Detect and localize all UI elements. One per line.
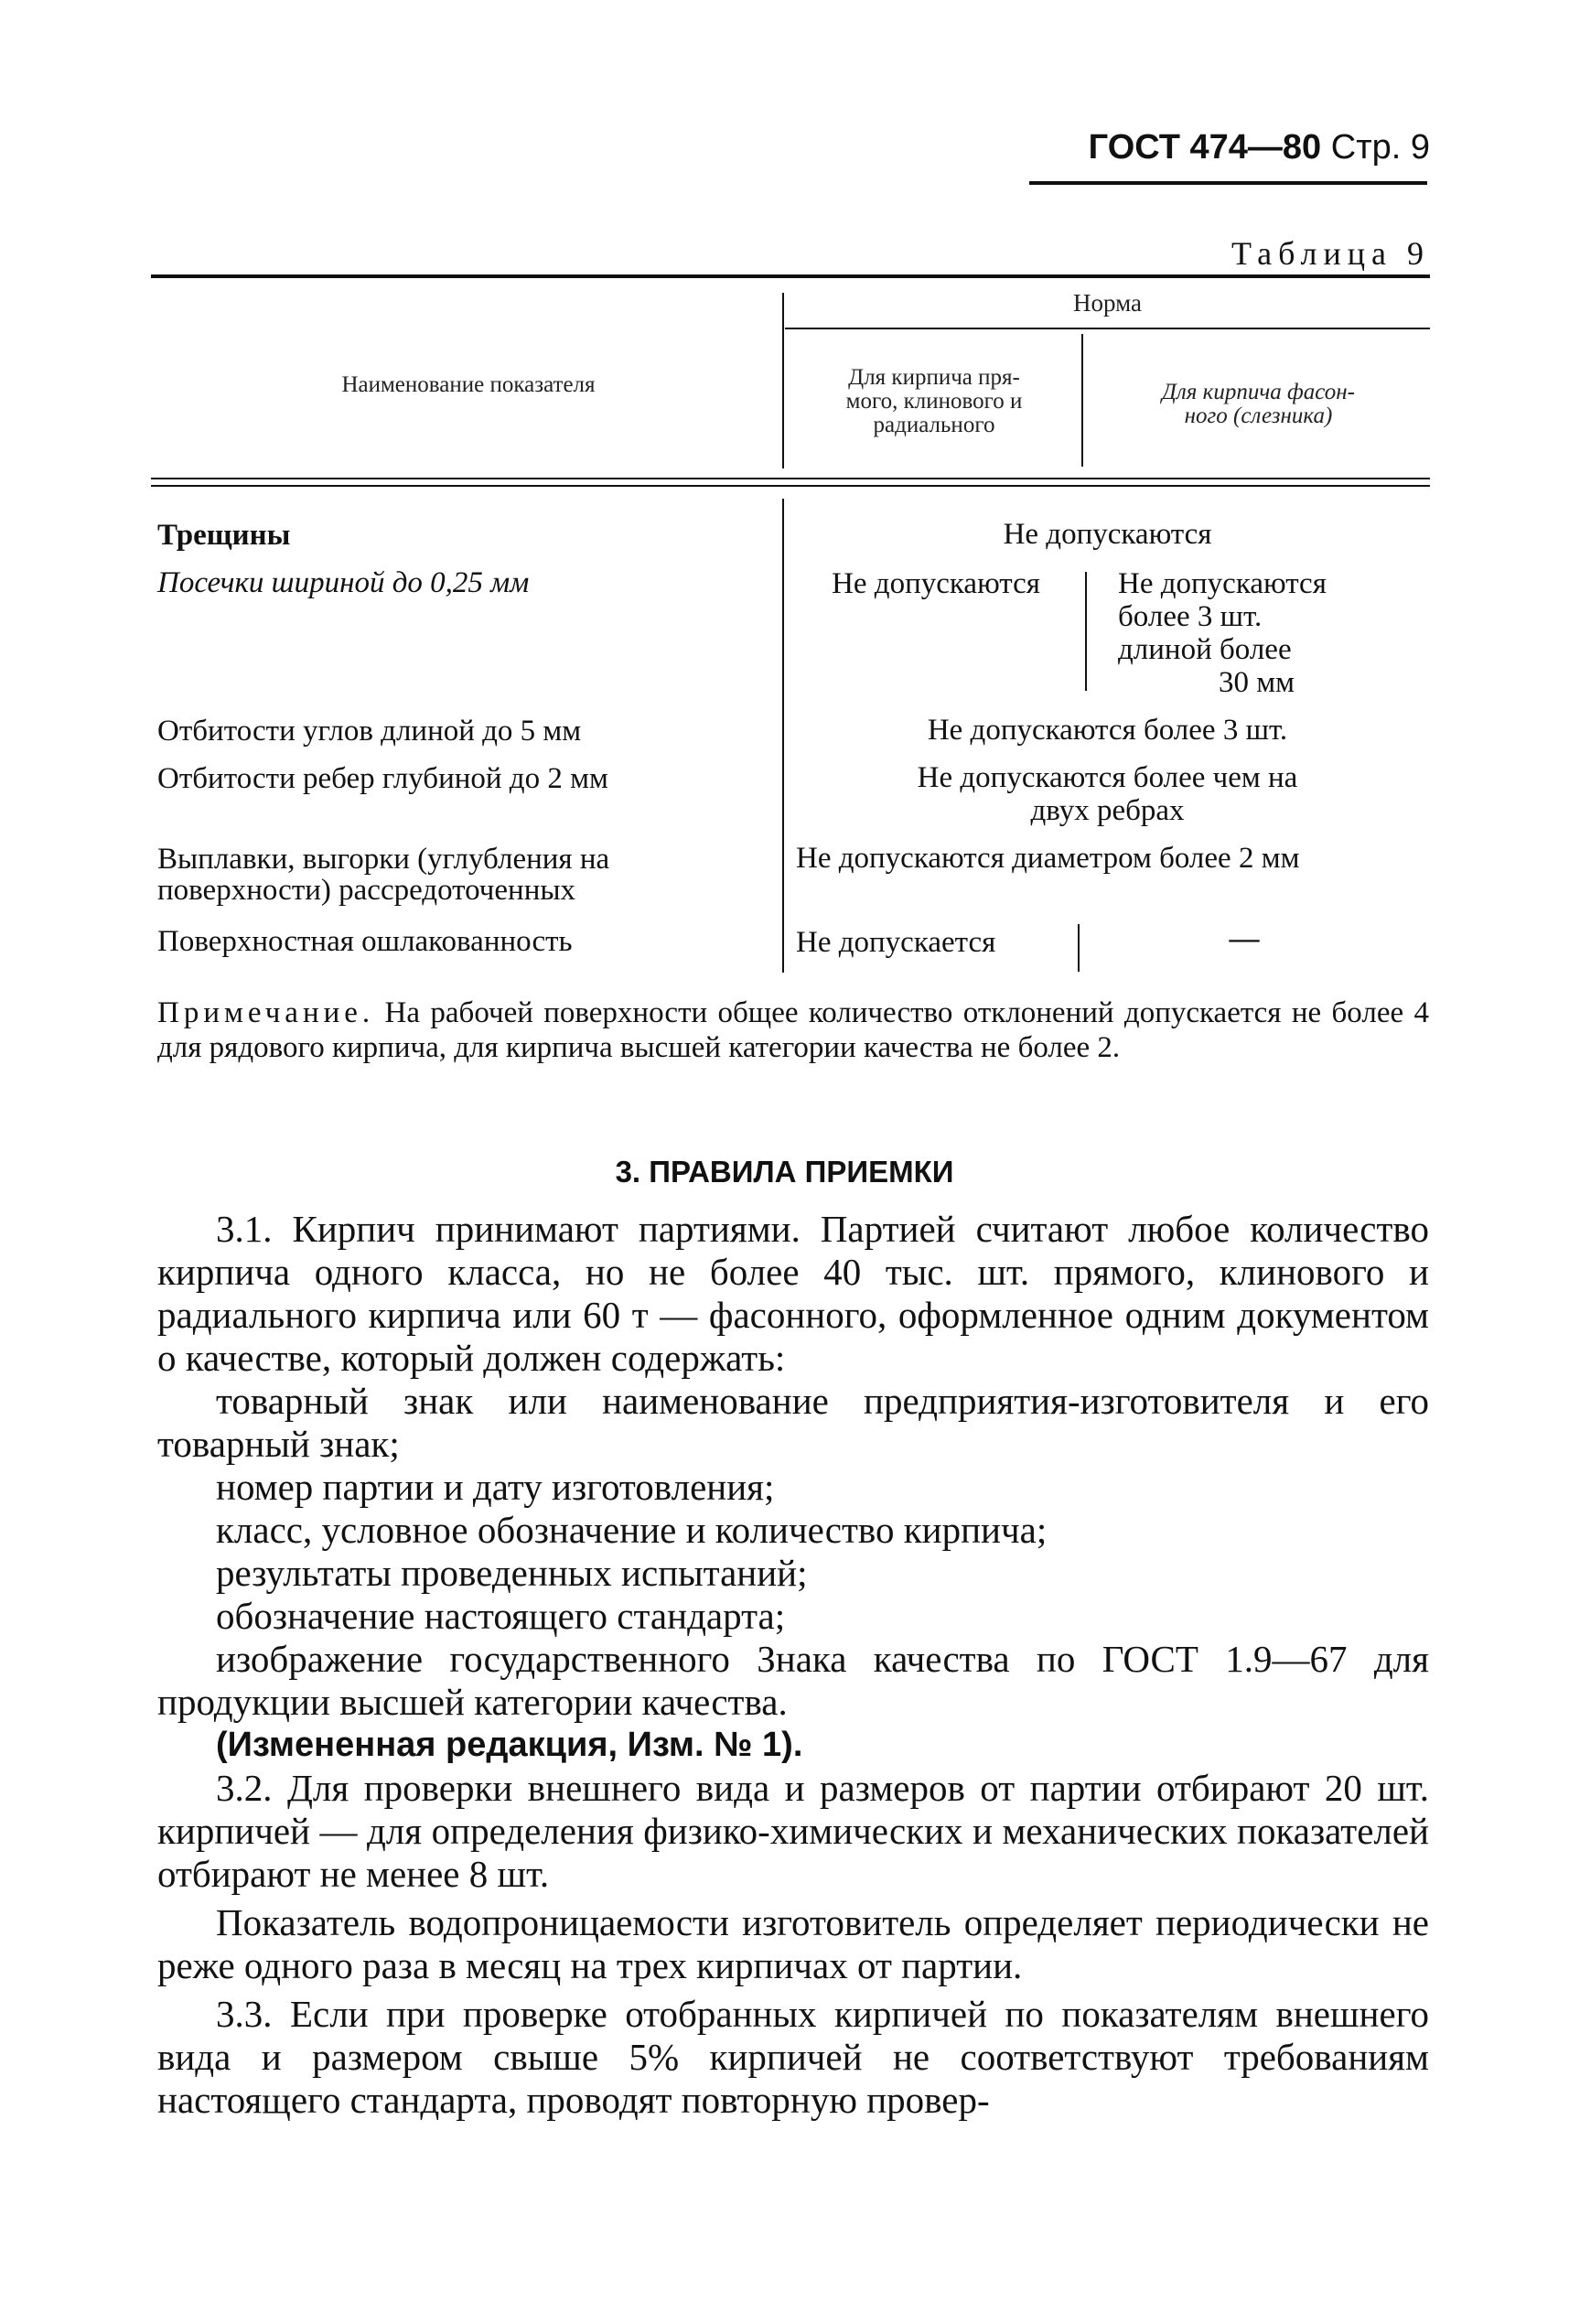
amendment-note: (Измененная редакция, Изм. № 1).: [216, 1726, 803, 1764]
header-bottom-rule-1: [151, 478, 1430, 479]
section-title: 3. ПРАВИЛА ПРИЕМКИ: [615, 1155, 954, 1189]
vertical-rule-sub: [1081, 334, 1083, 467]
row-6-a: Не допускается: [796, 926, 996, 959]
row-1-name: Трещины: [157, 519, 291, 552]
list-item: обозначение настоящего стандарта;: [216, 1595, 786, 1637]
row-2-b: Не допускаются более 3 шт. длиной более 30 мм: [1118, 567, 1327, 699]
row-6-b: —: [1229, 922, 1260, 955]
row-2-a: Не допускаются: [832, 567, 1040, 600]
list-item: изображение государственного Знака качества по ГОСТ 1.9—67 для продукции высшей категории качества.: [157, 1638, 1429, 1723]
paragraph-water: Показатель водопроницаемости изготовитель определяет периодически не реже одного раза в месяц на трех кирпичах от партии.: [157, 1901, 1429, 1986]
header-bottom-rule-2: [151, 485, 1430, 487]
row-6-name: Поверхностная ошлакованность: [157, 925, 573, 958]
row-5-name: Выплавки, выгорки (углубления на поверхности) рассредоточенных: [157, 843, 610, 907]
note-text: На рабочей поверхности общее количество отклонений допускается не более 4 для рядового кирпича, для кирпича высшей категории качества не более 2.: [157, 996, 1430, 1064]
norm-rule: [785, 328, 1430, 329]
gost-number: ГОСТ 474—80: [1088, 128, 1322, 167]
paragraph-3-1: 3.1. Кирпич принимают партиями. Партией считают любое количество кирпича одного класса, но не более 40 тыс. шт. прямого, клинового и радиального кирпича или 60 т — фасонного, оформленное одним документом о качестве, который должен содержать:: [157, 1208, 1429, 1379]
list-item: класс, условное обозначение и количество кирпича;: [216, 1509, 1048, 1551]
vertical-rule-row2: [1085, 572, 1087, 691]
row-2-name: Посечки шириной до 0,25 мм: [157, 566, 530, 599]
note-label: Примечание.: [157, 996, 375, 1029]
row-5-norm: Не допускаются диаметром более 2 мм: [796, 842, 1300, 875]
list-item: результаты проведенных испытаний;: [216, 1552, 808, 1594]
paragraph-3-3: 3.3. Если при проверке отобранных кирпичей по показателям внешнего вида и размером свыше 5% кирпичей не соответствуют требованиям настоящего стандарта, проводят повторную провер-: [157, 1993, 1429, 2121]
vertical-rule-main: [782, 293, 784, 468]
row-4-norm: Не допускаются более чем на двух ребрах: [917, 761, 1298, 827]
row-1-norm: Не допускаются: [1003, 518, 1212, 551]
table-note: [157, 995, 1429, 1065]
row-4-name: Отбитости ребер глубиной до 2 мм: [157, 762, 608, 795]
vertical-rule-main-body: [782, 499, 784, 973]
table-top-rule: [151, 274, 1430, 278]
table-caption: Таблица 9: [1231, 235, 1430, 272]
vertical-rule-row6: [1078, 924, 1080, 972]
column-header-b: Для кирпича фасон- ного (слезника): [1162, 380, 1355, 428]
page-header: [1089, 128, 1430, 167]
page-number: Стр. 9: [1330, 128, 1430, 167]
section-body: [157, 1208, 1429, 2122]
column-header-a: Для кирпича пря- мого, клинового и радиального: [845, 365, 1023, 437]
list-item: товарный знак или наименование предприятия-изготовителя и его товарный знак;: [157, 1380, 1429, 1465]
header-rule: [1029, 181, 1427, 185]
row-3-name: Отбитости углов длиной до 5 мм: [157, 715, 582, 748]
column-header-name: Наименование показателя: [341, 372, 596, 397]
list-item: номер партии и дату изготовления;: [216, 1466, 775, 1508]
row-3-norm: Не допускаются более 3 шт.: [927, 714, 1288, 747]
paragraph-3-2: 3.2. Для проверки внешнего вида и размеров от партии отбирают 20 шт. кирпичей — для определения физико-химических и механических показателей отбирают не менее 8 шт.: [157, 1767, 1429, 1895]
column-header-norm: Норма: [1073, 289, 1142, 317]
